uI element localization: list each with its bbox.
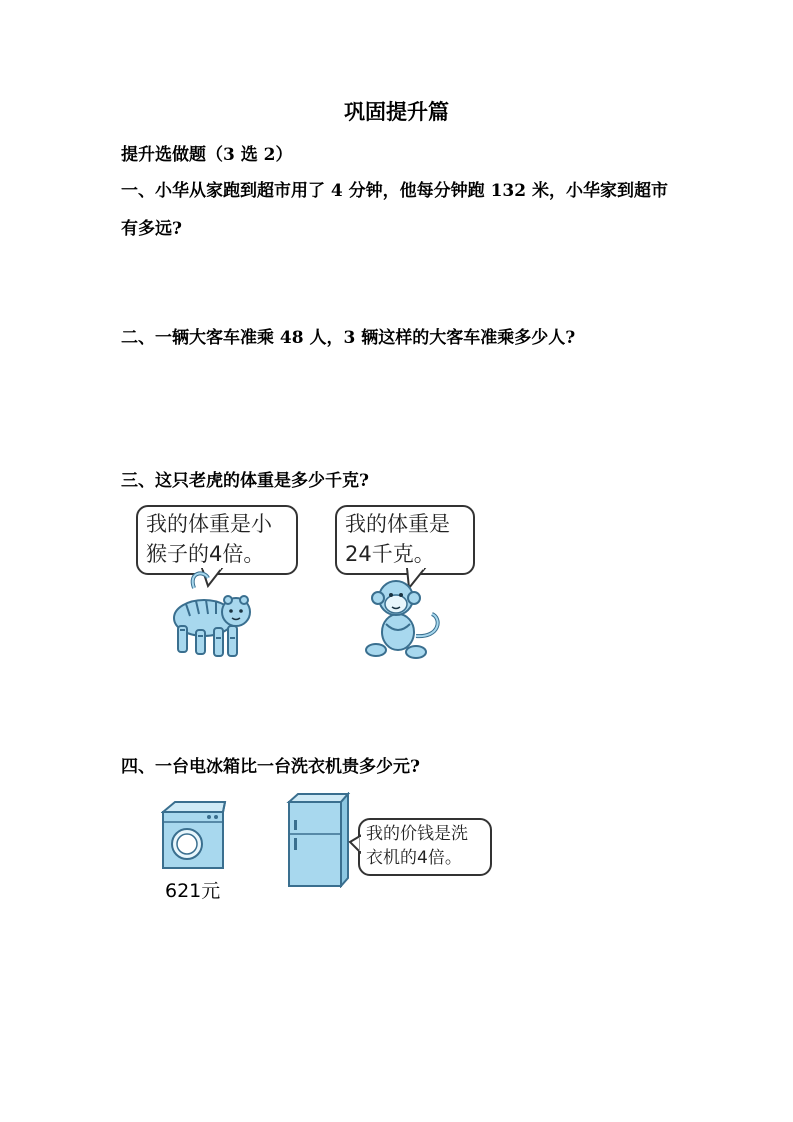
monkey-speech-bubble bbox=[335, 505, 475, 575]
refrigerator-bubble-tail bbox=[348, 834, 362, 854]
tiger-speech-bubble bbox=[136, 505, 298, 575]
monkey-bubble-line-2: 24千克。 bbox=[345, 542, 435, 566]
page-title: 巩固提升篇 bbox=[344, 99, 449, 124]
monkey-bubble-line-1: 我的体重是 bbox=[345, 512, 450, 536]
washing-machine-price: 621元 bbox=[165, 880, 221, 902]
question-2: 二、一辆大客车准乘 48 人，3 辆这样的大客车准乘多少人? bbox=[121, 328, 576, 348]
refrigerator-bubble-line-1: 我的价钱是洗 bbox=[366, 824, 468, 844]
tiger-bubble-line-1: 我的体重是小 bbox=[146, 512, 272, 536]
question-3: 三、这只老虎的体重是多少千克? bbox=[121, 471, 369, 491]
question-1-line-1: 一、小华从家跑到超市用了 4 分钟，他每分钟跑 132 米，小华家到超市 bbox=[121, 181, 668, 201]
washing-machine-icon bbox=[161, 800, 227, 872]
tiger-icon bbox=[164, 568, 256, 662]
section-header: 提升选做题（3 选 2） bbox=[121, 145, 293, 165]
question-4: 四、一台电冰箱比一台洗衣机贵多少元? bbox=[121, 757, 420, 777]
monkey-icon bbox=[364, 574, 446, 660]
refrigerator-speech-bubble bbox=[358, 818, 492, 876]
refrigerator-bubble-line-2: 衣机的4倍。 bbox=[366, 848, 462, 868]
question-1-line-2: 有多远? bbox=[121, 219, 182, 239]
refrigerator-icon bbox=[286, 792, 352, 888]
tiger-bubble-line-2: 猴子的4倍。 bbox=[146, 542, 265, 566]
